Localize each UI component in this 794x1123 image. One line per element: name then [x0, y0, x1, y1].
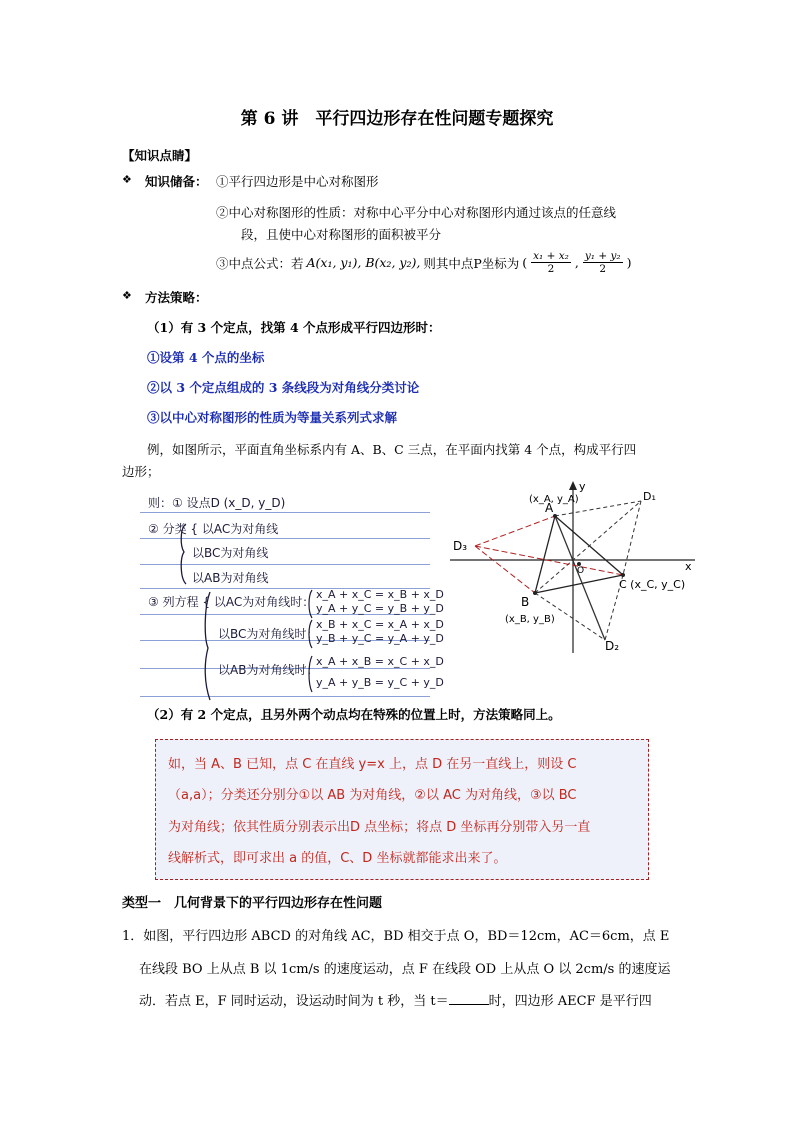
midpoint-points: A(x₁, y₁), B(x₂, y₂), — [306, 255, 421, 270]
knowledge-item-2-line1: ②中心对称图形的性质：对称中心平分中心对称图形内通过该点的任意线 — [216, 205, 617, 220]
answer-blank[interactable] — [449, 992, 489, 1005]
strategy-case-2: （2）有 2 个定点，且另外两个动点均在特殊的位置上时，方法策略同上。 — [147, 707, 561, 722]
arrow-bullet-icon: ❖ — [122, 289, 132, 302]
label-d3: D₃ — [453, 539, 468, 553]
knowledge-item-3: ③中点公式：若 A(x₁, y₁), B(x₂, y₂), 则其中点P坐标为 ( $\frac{\text{x₁ + x₂}}{2}$ , $\frac{\text{y₁ + y₂}}{2}$ ) — [216, 250, 632, 275]
label-y: y — [579, 480, 586, 493]
knowledge-item-1: ①平行四边形是中心对称图形 — [216, 174, 379, 189]
knowledge-item-2-line2: 段，且使中心对称图形的面积被平分 — [241, 227, 442, 242]
diamond-bullet-icon: ❖ — [122, 173, 132, 186]
hw-eq-2b: y_B + y_C = y_A + y_D — [316, 632, 444, 645]
note-line-4: 线解析式，即可求出 a 的值，C、D 坐标就都能求出来了。 — [168, 851, 507, 866]
hw-line-6: 以BC为对角线时： — [218, 627, 319, 641]
question-1-line-3 — [139, 990, 652, 1009]
midpoint-prefix: ③中点公式：若 — [216, 255, 304, 271]
y-axis-arrow-icon — [569, 481, 577, 490]
label-o: O — [577, 566, 585, 576]
coordinate-figure — [445, 478, 700, 658]
type-1-title: 类型一 几何背景下的平行四边形存在性问题 — [122, 896, 383, 911]
midpoint-fraction-x: $\frac{\text{x₁ + x₂}}{2}$ — [533, 250, 569, 275]
hw-eq-3b: y_A + y_B = y_C + y_D — [316, 676, 444, 689]
hw-eq-1b: y_A + y_C = y_B + y_D — [316, 602, 444, 615]
example-line-1: 例，如图所示，平面直角坐标系内有 A、B、C 三点，在平面内找第 4 个点，构成平行四 — [147, 442, 637, 457]
knowledge-label: 知识储备： — [145, 174, 208, 189]
label-b: B — [521, 595, 530, 609]
note-line-2: （a,a）；分类还分别分①以 AB 为对角线，②以 AC 为对角线，③以 BC — [168, 788, 577, 803]
question-1-line-3-b: 时，四边形 AECF 是平行四 — [488, 994, 652, 1009]
label-d1: D₁ — [643, 490, 656, 503]
section-heading-knowledge: 【知识点睛】 — [122, 148, 198, 163]
label-a-coord: (x_A, y_A) — [529, 494, 579, 505]
question-1-line-2: 在线段 BO 上从点 B 以 1cm/s 的速度运动，点 F 在线段 OD 上从点 O 以 2cm/s 的速度运 — [139, 962, 671, 977]
hw-line-3: 以BC为对角线 — [192, 546, 269, 560]
label-b-coord: (x_B, y_B) — [505, 614, 555, 625]
label-a: A — [545, 501, 554, 515]
midpoint-fraction-y: $\frac{\text{y₁ + y₂}}{2}$ — [584, 250, 621, 275]
strategy-label: 方法策略： — [145, 290, 208, 305]
hw-eq-2a: x_B + x_C = x_A + x_D — [316, 618, 444, 631]
strategy-step-3: ③以中心对称图形的性质为等量关系列式求解 — [147, 410, 398, 425]
strategy-step-1: ①设第 4 个点的坐标 — [147, 350, 265, 365]
question-1-line-1: 1．如图，平行四边形 ABCD 的对角线 AC，BD 相交于点 O，BD＝12cm，AC＝6cm，点 E — [122, 929, 670, 944]
question-1-line-3-a: 动．若点 E，F 同时运动，设运动时间为 t 秒，当 t＝ — [139, 994, 449, 1009]
note-line-1: 如，当 A、B 已知，点 C 在直线 y=x 上，点 D 在另一直线上，则设 C — [168, 757, 577, 772]
strategy-case-1: （1）有 3 个定点，找第 4 个点形成平行四边形时： — [147, 320, 441, 335]
midpoint-middle: 则其中点P坐标为 — [423, 255, 520, 271]
strategy-step-2: ②以 3 个定点组成的 3 条线段为对角线分类讨论 — [147, 380, 420, 395]
label-d2: D₂ — [605, 639, 620, 653]
note-line-3: 为对角线；依其性质分别表示出D 点坐标；将点 D 坐标再分别带入另一直 — [168, 820, 591, 835]
hw-eq-3a: x_A + x_B = x_C + x_D — [316, 655, 444, 668]
example-note-box — [155, 739, 649, 880]
hw-line-1: 则：① 设点D (x_D, y_D) — [148, 496, 286, 510]
hw-line-7: 以AB为对角线时： — [218, 663, 319, 677]
example-line-2: 边形； — [122, 464, 160, 479]
hw-braces — [130, 488, 440, 706]
handwritten-notes — [130, 488, 444, 706]
hw-line-4: 以AB为对角线 — [192, 571, 269, 585]
hw-line-2: ② 分类 { 以AC为对角线 — [148, 522, 279, 536]
hw-line-5: ③ 列方程 { 以AC为对角线时： — [148, 595, 315, 609]
page-title: 第 6 讲 平行四边形存在性问题专题探究 — [240, 109, 554, 129]
hw-eq-1a: x_A + x_C = x_B + x_D — [316, 588, 444, 601]
label-c: C (x_C, y_C) — [619, 578, 686, 591]
label-x: x — [685, 560, 692, 573]
